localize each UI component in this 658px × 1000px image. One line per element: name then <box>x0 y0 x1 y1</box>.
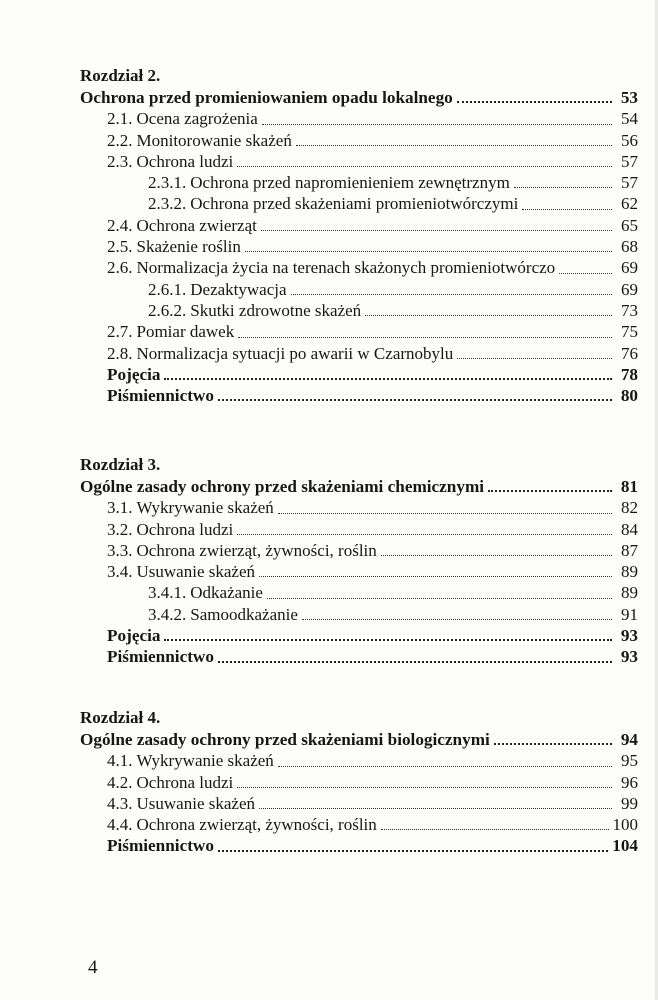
toc-entry[interactable] <box>80 108 638 129</box>
section-number: 2.7. <box>107 322 133 342</box>
dot-leader <box>494 742 612 745</box>
entry-title: Usuwanie skażeń <box>136 562 255 582</box>
section-number: 4.4. <box>107 815 133 835</box>
dot-leader <box>164 638 612 641</box>
entry-title: Ochrona przed promieniowaniem opadu lokalnego <box>80 88 453 107</box>
dot-leader <box>514 186 612 188</box>
section-number: 2.3.1. <box>148 173 187 193</box>
entry-title: Piśmiennictwo <box>107 836 214 856</box>
entry-title: Monitorowanie skażeń <box>136 130 292 150</box>
chapter-label: Rozdział 4. <box>80 708 161 727</box>
entry-page-number: 94 <box>620 730 638 749</box>
toc-entry[interactable] <box>80 540 638 561</box>
dot-leader <box>302 618 612 620</box>
entry-page-number: 96 <box>621 772 638 792</box>
entry-page-number: 87 <box>621 540 638 560</box>
entry-title: Ocena zagrożenia <box>136 109 258 129</box>
entry-title: Pojęcia <box>107 364 161 384</box>
toc-entry[interactable] <box>80 519 638 540</box>
toc-entry[interactable] <box>80 814 638 835</box>
toc-entry[interactable] <box>80 582 638 603</box>
toc-entry[interactable] <box>80 497 638 518</box>
toc-entry[interactable] <box>80 561 638 582</box>
chapter-label: Rozdział 2. <box>80 66 161 85</box>
entry-page-number: 104 <box>612 836 638 856</box>
entry-page-number: 99 <box>621 793 638 813</box>
toc-entry[interactable] <box>80 236 638 257</box>
toc-entry[interactable] <box>80 172 638 193</box>
dot-leader <box>296 144 612 146</box>
entry-title: Skażenie roślin <box>136 237 241 257</box>
entry-page-number: 91 <box>621 604 638 624</box>
entry-title: Ochrona zwierząt, żywności, roślin <box>136 540 377 560</box>
dot-leader <box>237 786 612 788</box>
entry-title: Dezaktywacja <box>190 279 287 299</box>
page-number: 4 <box>88 957 98 978</box>
entry-title: Pojęcia <box>107 626 161 646</box>
entry-page-number: 78 <box>620 364 638 384</box>
entry-title: Wykrywanie skażeń <box>136 498 274 518</box>
dot-leader <box>522 208 612 210</box>
dot-leader <box>267 597 612 599</box>
section-number: 3.4.1. <box>148 583 187 603</box>
dot-leader <box>261 229 612 231</box>
section-number: 2.4. <box>107 215 133 235</box>
toc-entry[interactable] <box>80 772 638 793</box>
dot-leader <box>245 250 612 252</box>
entry-page-number: 93 <box>620 626 638 646</box>
entry-title: Odkażanie <box>190 583 263 603</box>
section-number: 4.3. <box>107 793 133 813</box>
entry-title: Ochrona przed skażeniami promieniotwórczymi <box>190 194 519 214</box>
entry-title: Ochrona przed napromienieniem zewnętrznym <box>190 173 510 193</box>
toc-entry[interactable] <box>80 793 638 814</box>
toc-entry[interactable] <box>80 835 638 856</box>
toc-entry[interactable] <box>80 257 638 278</box>
dot-leader <box>237 165 612 167</box>
dot-leader <box>259 807 612 809</box>
section-number: 2.2. <box>107 130 133 150</box>
toc-entry[interactable] <box>80 279 638 300</box>
entry-page-number: 54 <box>621 109 638 129</box>
entry-title: Piśmiennictwo <box>107 647 214 667</box>
entry-page-number: 89 <box>621 583 638 603</box>
entry-page-number: 80 <box>620 386 638 406</box>
entry-title: Ochrona zwierząt, żywności, roślin <box>136 815 377 835</box>
toc-entry[interactable] <box>80 130 638 151</box>
entry-page-number: 100 <box>612 815 638 835</box>
dot-leader <box>559 272 612 274</box>
section-number: 2.8. <box>107 343 133 363</box>
dot-leader <box>237 533 612 535</box>
section-number: 3.3. <box>107 540 133 560</box>
entry-page-number: 75 <box>621 322 638 342</box>
dot-leader <box>164 377 612 380</box>
entry-page-number: 73 <box>621 300 638 320</box>
entry-page-number: 69 <box>621 258 638 278</box>
chapter-title-entry[interactable] <box>80 729 638 750</box>
dot-leader <box>291 293 612 295</box>
dot-leader <box>365 314 612 316</box>
dot-leader <box>278 512 612 514</box>
chapter-label: Rozdział 3. <box>80 455 161 474</box>
entry-page-number: 81 <box>620 477 638 496</box>
entry-title: Piśmiennictwo <box>107 386 214 406</box>
toc-entry[interactable] <box>80 646 638 667</box>
section-number: 3.4.2. <box>148 604 187 624</box>
entry-title: Ochrona ludzi <box>136 151 234 171</box>
entry-page-number: 57 <box>621 151 638 171</box>
dot-leader <box>238 336 612 338</box>
section-number: 4.1. <box>107 751 133 771</box>
entry-page-number: 69 <box>621 279 638 299</box>
entry-title: Usuwanie skażeń <box>136 793 255 813</box>
chapter-block <box>80 706 638 857</box>
dot-leader <box>457 100 612 103</box>
entry-page-number: 56 <box>621 130 638 150</box>
toc-entry[interactable] <box>80 364 638 385</box>
dot-leader <box>381 554 612 556</box>
entry-title: Ochrona ludzi <box>136 772 234 792</box>
dot-leader <box>381 828 609 830</box>
chapter-block <box>80 64 638 406</box>
section-number: 2.3. <box>107 151 133 171</box>
section-number: 2.6.1. <box>148 279 187 299</box>
toc-entry[interactable] <box>80 604 638 625</box>
entry-title: Skutki zdrowotne skażeń <box>190 300 362 320</box>
entry-page-number: 76 <box>621 343 638 363</box>
toc-entry[interactable] <box>80 625 638 646</box>
entry-title: Ochrona ludzi <box>136 519 234 539</box>
entry-page-number: 62 <box>621 194 638 214</box>
dot-leader <box>218 849 608 852</box>
dot-leader <box>457 357 612 359</box>
entry-title: Ogólne zasady ochrony przed skażeniami biologicznymi <box>80 730 490 749</box>
toc-entry[interactable] <box>80 321 638 342</box>
section-number: 2.5. <box>107 237 133 257</box>
toc-entry[interactable] <box>80 193 638 214</box>
section-number: 3.1. <box>107 498 133 518</box>
section-number: 2.6.2. <box>148 300 187 320</box>
entry-page-number: 84 <box>621 519 638 539</box>
entry-page-number: 57 <box>621 173 638 193</box>
entry-page-number: 68 <box>621 237 638 257</box>
section-number: 2.3.2. <box>148 194 187 214</box>
entry-page-number: 65 <box>621 215 638 235</box>
dot-leader <box>262 123 612 125</box>
toc-entry[interactable] <box>80 151 638 172</box>
chapter-title-entry[interactable] <box>80 476 638 497</box>
toc-entry[interactable] <box>80 385 638 406</box>
entry-page-number: 82 <box>621 498 638 518</box>
toc-entry[interactable] <box>80 343 638 364</box>
dot-leader <box>488 489 612 492</box>
dot-leader <box>278 765 612 767</box>
chapter-title-entry[interactable] <box>80 87 638 108</box>
entry-title: Ogólne zasady ochrony przed skażeniami chemicznymi <box>80 477 485 496</box>
section-number: 3.4. <box>107 562 133 582</box>
chapter-block <box>80 453 638 668</box>
entry-title: Pomiar dawek <box>136 322 235 342</box>
entry-page-number: 93 <box>620 647 638 667</box>
section-number: 2.6. <box>107 258 133 278</box>
entry-page-number: 53 <box>620 88 638 107</box>
section-number: 4.2. <box>107 772 133 792</box>
entry-page-number: 89 <box>621 562 638 582</box>
section-number: 2.1. <box>107 109 133 129</box>
entry-page-number: 95 <box>621 751 638 771</box>
entry-title: Wykrywanie skażeń <box>136 751 274 771</box>
section-number: 3.2. <box>107 519 133 539</box>
entry-title: Ochrona zwierząt <box>136 215 257 235</box>
dot-leader <box>218 660 612 663</box>
entry-title: Normalizacja życia na terenach skażonych promieniotwórczo <box>136 258 556 278</box>
dot-leader <box>218 398 612 401</box>
toc-entry[interactable] <box>80 215 638 236</box>
dot-leader <box>259 575 612 577</box>
entry-title: Samoodkażanie <box>190 604 298 624</box>
toc-entry[interactable] <box>80 750 638 771</box>
entry-title: Normalizacja sytuacji po awarii w Czarnobylu <box>136 343 454 363</box>
toc-entry[interactable] <box>80 300 638 321</box>
